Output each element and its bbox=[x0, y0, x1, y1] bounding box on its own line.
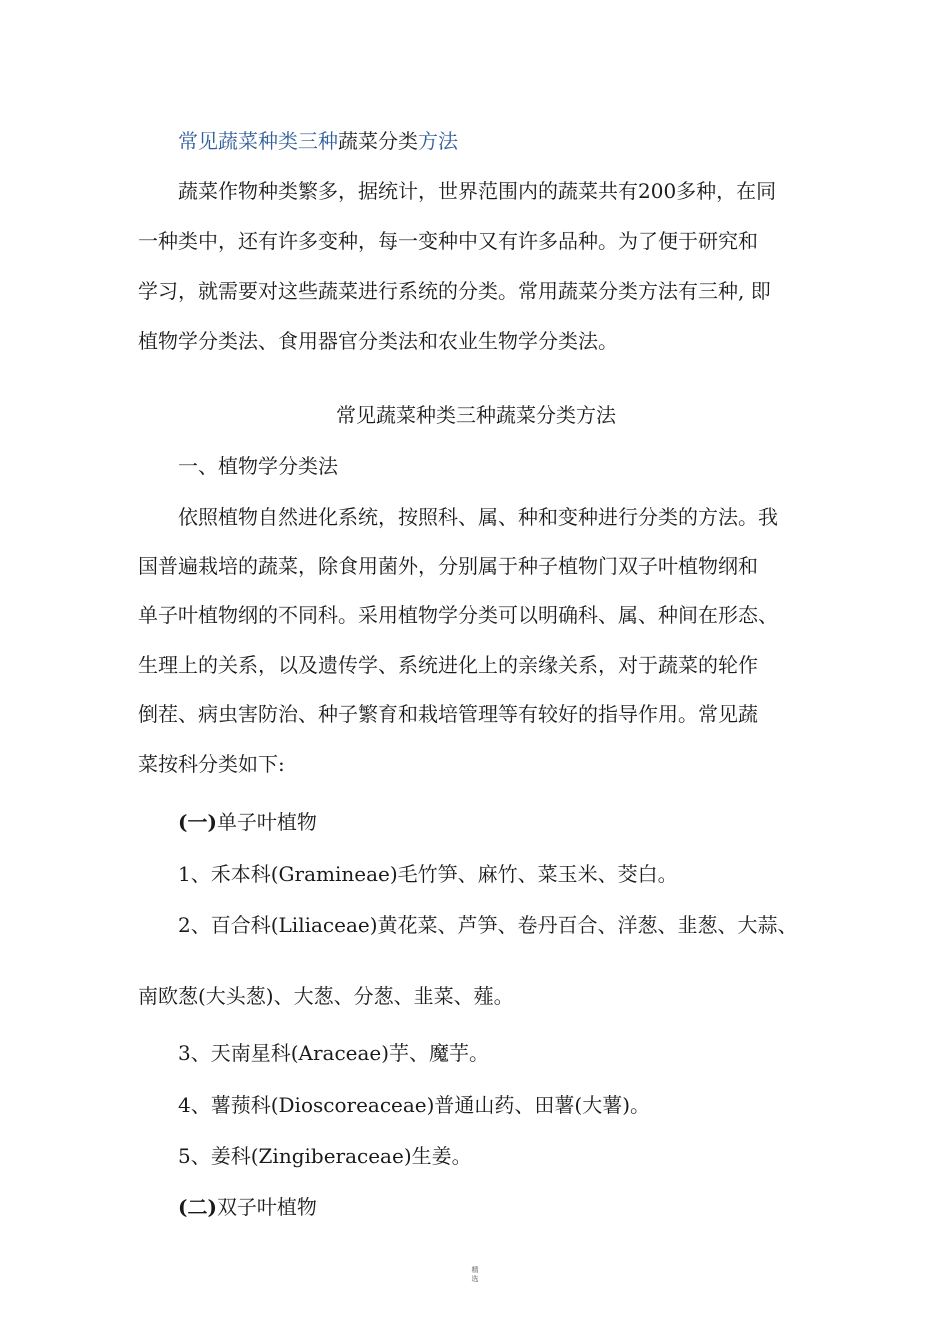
monocot-item-2: 2、百合科(Liliaceae)黄花菜、芦笋、卷丹百合、洋葱、韭葱、大蒜、 bbox=[178, 913, 798, 937]
section1-line-3: 单子叶植物纲的不同科。采用植物学分类可以明确科、属、种间在形态、 bbox=[138, 603, 778, 627]
section1-line-2: 国普遍栽培的蔬菜，除食用菌外，分别属于种子植物门双子叶植物纲和 bbox=[138, 554, 758, 578]
intro-line-3: 学习，就需要对这些蔬菜进行系统的分类。常用蔬菜分类方法有三种, 即 bbox=[138, 279, 771, 303]
monocot-item-1: 1、禾本科(Gramineae)毛竹笋、麻竹、菜玉米、茭白。 bbox=[178, 862, 678, 886]
section1-heading: 一、植物学分类法 bbox=[178, 454, 338, 478]
intro-line-2: 一种类中，还有许多变种，每一变种中又有许多品种。为了便于研究和 bbox=[138, 229, 758, 253]
monocot-paren: (一) bbox=[178, 810, 217, 834]
footer-line-2: 选 bbox=[471, 1275, 479, 1283]
title-part2: 蔬菜分类 bbox=[338, 129, 418, 153]
footer-line-1: 精 bbox=[471, 1266, 479, 1274]
monocot-label: 单子叶植物 bbox=[216, 810, 317, 834]
section-title: 常见蔬菜种类三种蔬菜分类方法 bbox=[336, 403, 616, 427]
section1-line-6: 菜按科分类如下: bbox=[138, 752, 285, 776]
monocot-item-2-cont: 南欧葱(大头葱)、大葱、分葱、韭菜、薤。 bbox=[138, 984, 514, 1008]
monocot-heading bbox=[178, 808, 868, 836]
title-link-part1[interactable]: 常见蔬菜种类三种 bbox=[178, 129, 338, 153]
section1-line-1: 依照植物自然进化系统，按照科、属、种和变种进行分类的方法。我 bbox=[178, 505, 778, 529]
monocot-item-4: 4、薯蓣科(Dioscoreaceae)普通山药、田薯(大薯)。 bbox=[178, 1093, 651, 1117]
dicot-paren: (二) bbox=[178, 1195, 217, 1219]
dicot-label: 双子叶植物 bbox=[216, 1195, 317, 1219]
title-link-part3[interactable]: 方法 bbox=[418, 129, 458, 153]
page-footer bbox=[465, 1266, 485, 1284]
section1-line-4: 生理上的关系，以及遗传学、系统进化上的亲缘关系，对于蔬菜的轮作 bbox=[138, 653, 758, 677]
section1-line-5: 倒茬、病虫害防治、种子繁育和栽培管理等有较好的指导作用。常见蔬 bbox=[138, 702, 758, 726]
document-title bbox=[178, 127, 868, 155]
intro-line-1: 蔬菜作物种类繁多，据统计，世界范围内的蔬菜共有200多种，在同 bbox=[178, 179, 777, 203]
monocot-item-5: 5、姜科(Zingiberaceae)生姜。 bbox=[178, 1144, 472, 1168]
dicot-heading bbox=[178, 1193, 868, 1221]
monocot-item-3: 3、天南星科(Araceae)芋、魔芋。 bbox=[178, 1041, 490, 1065]
intro-line-4: 植物学分类法、食用器官分类法和农业生物学分类法。 bbox=[138, 329, 618, 353]
